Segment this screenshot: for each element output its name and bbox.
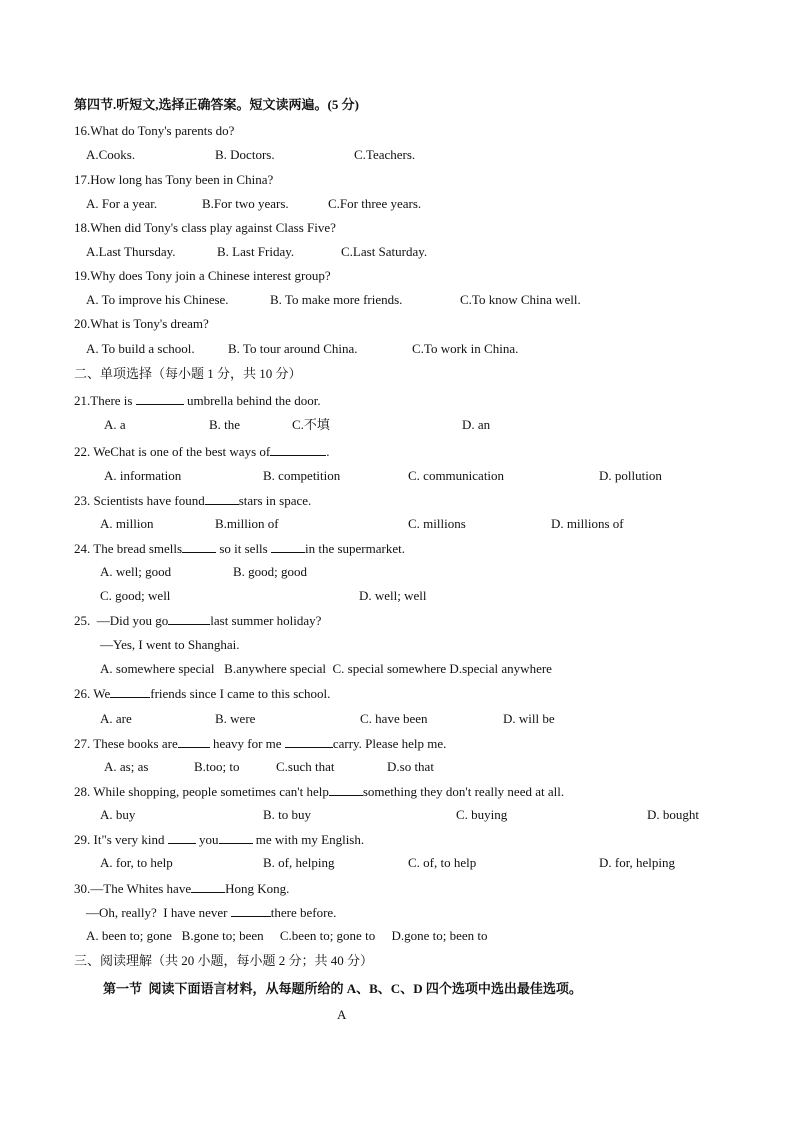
option-19-c: C.To know China well. xyxy=(460,292,581,307)
option-26-a: A. are xyxy=(100,711,132,726)
option-19-b: B. To make more friends. xyxy=(270,292,403,307)
options-30: A. been to; gone B.gone to; been C.been to; gone to D.gone to; been to xyxy=(86,928,488,943)
passage-label: A xyxy=(337,1007,347,1022)
option-22-a: A. information xyxy=(104,468,182,483)
answer-blank[interactable] xyxy=(270,443,326,456)
option-21-c: C.不填 xyxy=(292,417,330,432)
answer-blank[interactable] xyxy=(182,540,216,553)
answer-blank[interactable] xyxy=(329,783,363,796)
option-24-a: A. well; good xyxy=(100,564,172,579)
option-23-c: C. millions xyxy=(408,516,466,531)
option-22-c: C. communication xyxy=(408,468,505,483)
reading-section-title: 三、阅读理解（共 20 小题，每小题 2 分；共 40 分） xyxy=(74,953,374,968)
answer-blank[interactable] xyxy=(178,735,210,748)
answer-blank[interactable] xyxy=(168,612,210,625)
option-24-d: D. well; well xyxy=(359,588,427,603)
question-25-answer: —Yes, I went to Shanghai. xyxy=(100,637,240,652)
option-24-b: B. good; good xyxy=(233,564,308,579)
option-21-b: B. the xyxy=(209,417,241,432)
answer-blank[interactable] xyxy=(136,392,184,405)
question-30-answer: —Oh, really? I have never there before. xyxy=(86,905,337,920)
question-21: 21.There is umbrella behind the door. xyxy=(74,393,321,408)
option-20-a: A. To build a school. xyxy=(86,341,195,356)
question-22: 22. WeChat is one of the best ways of . xyxy=(74,444,330,459)
option-22-b: B. competition xyxy=(263,468,341,483)
question-25: 25. —Did you go last summer holiday? xyxy=(74,613,322,628)
answer-blank[interactable] xyxy=(191,880,225,893)
option-28-c: C. buying xyxy=(456,807,508,822)
question-30: 30.—The Whites have Hong Kong. xyxy=(74,881,290,896)
option-29-c: C. of, to help xyxy=(408,855,477,870)
answer-blank[interactable] xyxy=(285,735,333,748)
question-27: 27. These books are heavy for me carry. Please help me. xyxy=(74,736,447,751)
option-22-d: D. pollution xyxy=(599,468,662,483)
option-24-c: C. good; well xyxy=(100,588,171,603)
option-27-d: D.so that xyxy=(387,759,434,774)
question-20: 20.What is Tony's dream? xyxy=(74,316,209,331)
question-17: 17.How long has Tony been in China? xyxy=(74,172,274,187)
option-23-d: D. millions of xyxy=(551,516,624,531)
option-17-b: B.For two years. xyxy=(202,196,289,211)
multiple-choice-section-title: 二、单项选择（每小题 1 分，共 10 分） xyxy=(74,366,302,381)
question-16: 16.What do Tony's parents do? xyxy=(74,123,235,138)
option-21-d: D. an xyxy=(462,417,491,432)
question-19: 19.Why does Tony join a Chinese interest group? xyxy=(74,268,331,283)
option-16-c: C.Teachers. xyxy=(354,147,416,162)
answer-blank[interactable] xyxy=(110,685,150,698)
answer-blank[interactable] xyxy=(271,540,305,553)
option-26-d: D. will be xyxy=(503,711,555,726)
reading-instructions: 第一节 阅读下面语言材料，从每题所给的 A、B、C、D 四个选项中选出最佳选项。 xyxy=(103,981,582,996)
option-26-c: C. have been xyxy=(360,711,428,726)
option-17-c: C.For three years. xyxy=(328,196,422,211)
option-20-b: B. To tour around China. xyxy=(228,341,358,356)
option-17-a: A. For a year. xyxy=(86,196,158,211)
question-23: 23. Scientists have found stars in space. xyxy=(74,493,312,508)
option-23-a: A. million xyxy=(100,516,154,531)
option-29-a: A. for, to help xyxy=(100,855,173,870)
option-28-b: B. to buy xyxy=(263,807,312,822)
option-28-a: A. buy xyxy=(100,807,136,822)
option-18-a: A.Last Thursday. xyxy=(86,244,176,259)
option-29-b: B. of, helping xyxy=(263,855,335,870)
option-27-a: A. as; as xyxy=(104,759,149,774)
option-29-d: D. for, helping xyxy=(599,855,676,870)
question-28: 28. While shopping, people sometimes can't help something they don't really need at all. xyxy=(74,784,565,799)
answer-blank[interactable] xyxy=(231,904,271,917)
option-28-d: D. bought xyxy=(647,807,699,822)
question-24: 24. The bread smells so it sells in the supermarket. xyxy=(74,541,405,556)
option-20-c: C.To work in China. xyxy=(412,341,519,356)
question-26: 26. We friends since I came to this school. xyxy=(74,686,331,701)
answer-blank[interactable] xyxy=(168,831,196,844)
option-18-c: C.Last Saturday. xyxy=(341,244,428,259)
option-21-a: A. a xyxy=(104,417,126,432)
option-19-a: A. To improve his Chinese. xyxy=(86,292,229,307)
option-27-b: B.too; to xyxy=(194,759,240,774)
answer-blank[interactable] xyxy=(205,492,239,505)
question-18: 18.When did Tony's class play against Class Five? xyxy=(74,220,336,235)
question-29: 29. It"s very kind you me with my English. xyxy=(74,832,365,847)
option-18-b: B. Last Friday. xyxy=(217,244,295,259)
option-16-a: A.Cooks. xyxy=(86,147,136,162)
option-26-b: B. were xyxy=(215,711,256,726)
option-27-c: C.such that xyxy=(276,759,335,774)
option-16-b: B. Doctors. xyxy=(215,147,275,162)
listening-section-title: 第四节.听短文,选择正确答案。短文读两遍。(5 分) xyxy=(74,97,359,112)
option-23-b: B.million of xyxy=(215,516,279,531)
answer-blank[interactable] xyxy=(219,831,253,844)
options-25: A. somewhere special B.anywhere special C. special somewhere D.special anywhere xyxy=(100,661,552,676)
